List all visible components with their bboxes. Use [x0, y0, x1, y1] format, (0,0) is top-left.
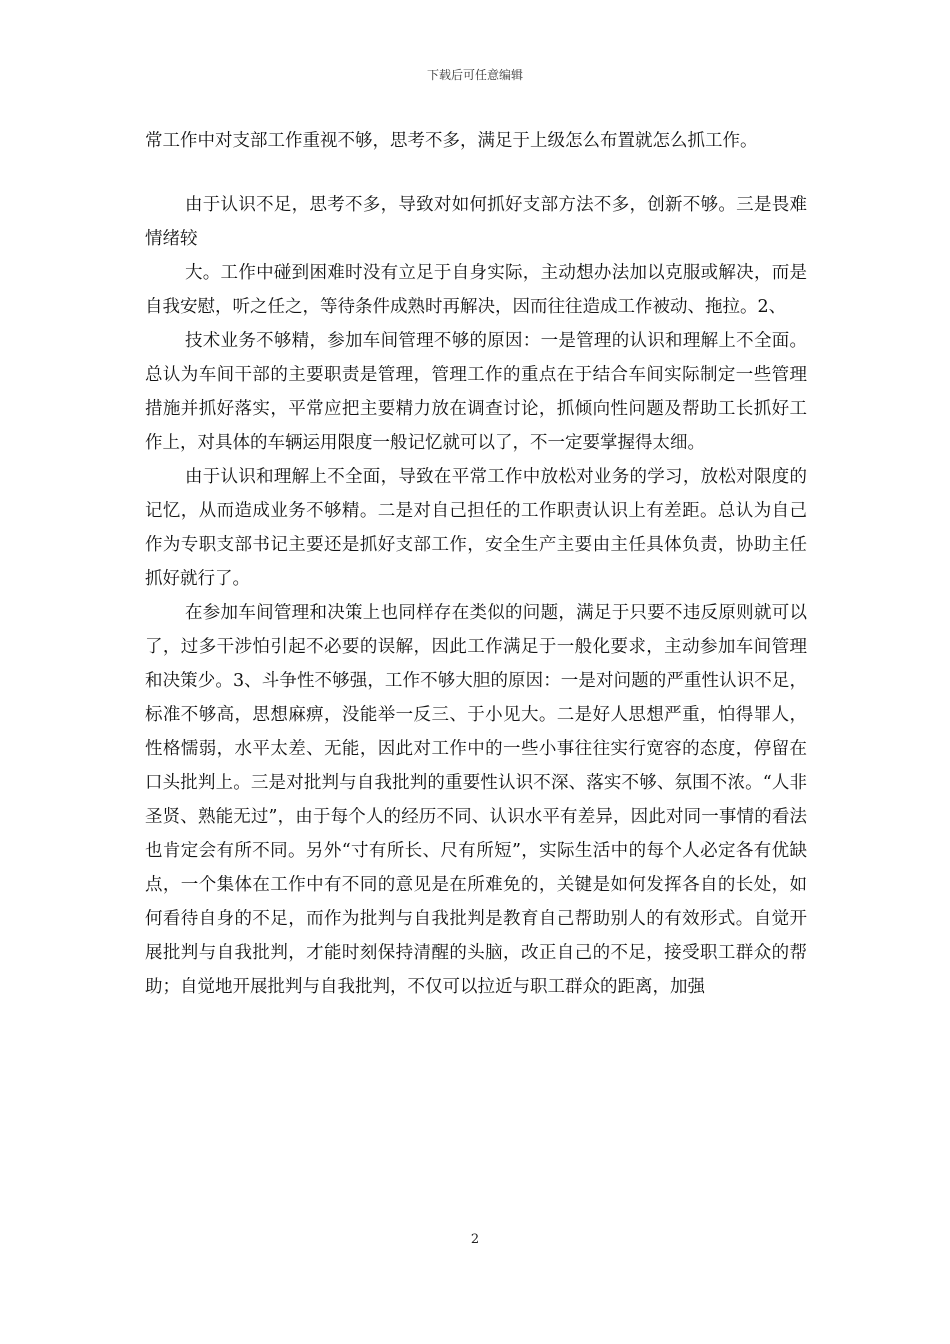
- document-body: [145, 124, 807, 1004]
- paragraph-4: 技术业务不够精，参加车间管理不够的原因：一是管理的认识和理解上不全面。总认为车间干部的主要职责是管理，管理工作的重点在于结合车间实际制定一些管理措施并抓好落实，平常应把主要精力放在调查讨论，抓倾向性问题及帮助工长抓好工作上，对具体的车辆运用限度一般记忆就可以了，不一定要掌握得太细。: [145, 331, 807, 453]
- paragraph-6: 在参加车间管理和决策上也同样存在类似的问题，满足于只要不违反原则就可以了，过多干涉怕引起不必要的误解，因此工作满足于一般化要求，主动参加车间管理和决策少。3、斗争性不够强，工作不够大胆的原因：一是对问题的严重性认识不足，标准不够高，思想麻痹，没能举一反三、于小见大。二是好人思想严重，怕得罪人，性格懦弱，水平太差、无能，因此对工作中的一些小事往往实行宽容的态度，停留在口头批判上。三是对批判与自我批判的重要性认识不深、落实不够、氛围不浓。“人非圣贤、熟能无过”，由于每个人的经历不同、认识水平有差异，因此对同一事情的看法也肯定会有所不同。另外“寸有所长、尺有所短”，实际生活中的每个人必定各有优缺点，一个集体在工作中有不同的意见是在所难免的，关键是如何发挥各自的长处，如何看待自身的不足，而作为批判与自我批判是教育自己帮助别人的有效形式。自觉开展批判与自我批判，才能时刻保持清醒的头脑，改正自己的不足，接受职工群众的帮助；自觉地开展批判与自我批判，不仅可以拉近与职工群众的距离，加强: [145, 603, 807, 997]
- paragraph-2: 由于认识不足，思考不多，导致对如何抓好支部方法不多，创新不够。三是畏难情绪较: [145, 195, 807, 249]
- paragraph-1: 常工作中对支部工作重视不够，思考不多，满足于上级怎么布置就怎么抓工作。: [145, 131, 758, 151]
- paragraph-5: 由于认识和理解上不全面，导致在平常工作中放松对业务的学习，放松对限度的记忆，从而造成业务不够精。二是对自己担任的工作职责认识上有差距。总认为自己作为专职支部书记主要还是抓好支部工作，安全生产主要由主任具体负责，协助主任抓好就行了。: [145, 467, 807, 589]
- page-header: 下载后可任意编辑: [426, 68, 523, 82]
- paragraph-3: 大。工作中碰到困难时没有立足于自身实际，主动想办法加以克服或解决，而是自我安慰，听之任之，等待条件成熟时再解决，因而往往造成工作被动、拖拉。2、: [145, 263, 807, 317]
- page-number: 2: [470, 1232, 480, 1247]
